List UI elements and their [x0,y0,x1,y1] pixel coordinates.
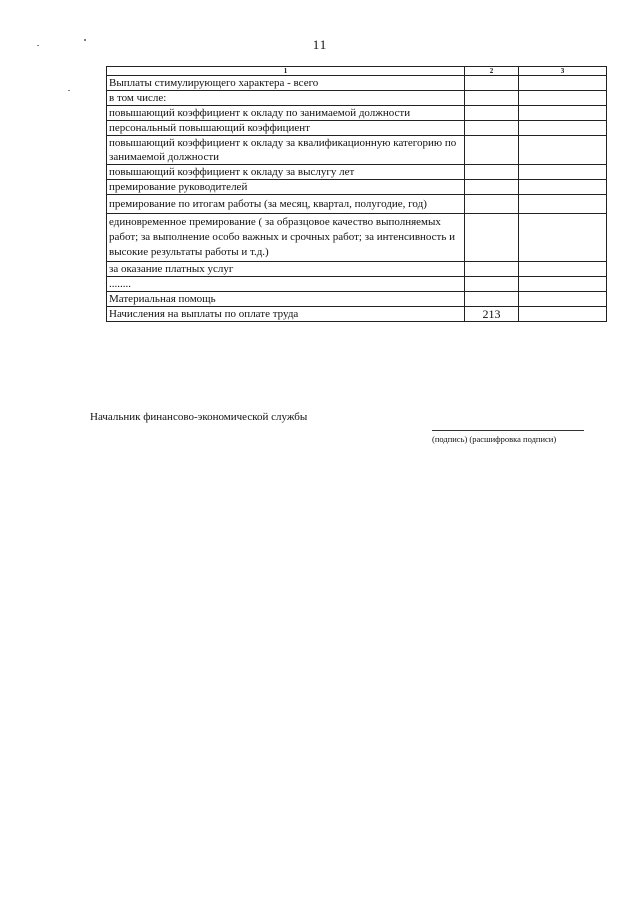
row-value-col2 [465,106,519,121]
payments-table [106,66,607,322]
row-value-col2 [465,214,519,262]
row-value-col3 [519,214,607,262]
row-value-col2 [465,262,519,277]
row-value-col3 [519,136,607,165]
row-value-col2 [465,180,519,195]
table-row [107,214,607,262]
scan-speck [68,90,70,91]
signature-line [432,430,584,431]
signature-caption: (подпись) (расшифровка подписи) [432,434,557,444]
row-value-col2 [465,121,519,136]
row-label: Материальная помощь [107,292,465,307]
row-value-col3 [519,121,607,136]
row-value-col3 [519,165,607,180]
table-row [107,76,607,91]
table-row [107,121,607,136]
row-value-col2 [465,91,519,106]
table-row [107,180,607,195]
column-header: 3 [519,67,607,76]
page-number: 11 [312,37,328,52]
row-label: премирование руководителей [107,180,465,195]
table-row [107,106,607,121]
table-row [107,292,607,307]
row-value-col3 [519,195,607,214]
row-label: Начисления на выплаты по оплате труда [107,307,465,322]
row-label: премирование по итогам работы (за месяц, квартал, полугодие, год) [107,195,465,214]
table-row [107,262,607,277]
table-row [107,136,607,165]
row-value-col3 [519,91,607,106]
row-value-col3 [519,106,607,121]
table-row [107,307,607,322]
row-value-col2: 213 [465,307,519,322]
row-value-col2 [465,165,519,180]
row-value-col3 [519,180,607,195]
row-value-col3 [519,307,607,322]
table-row [107,195,607,214]
row-label: повышающий коэффициент к окладу по занимаемой должности [107,106,465,121]
column-header: 2 [465,67,519,76]
row-value-col2 [465,136,519,165]
scan-speck [84,39,86,41]
row-value-col3 [519,277,607,292]
scan-speck [37,45,39,46]
row-label: за оказание платных услуг [107,262,465,277]
row-label: Выплаты стимулирующего характера - всего [107,76,465,91]
row-label: повышающий коэффициент к окладу за выслугу лет [107,165,465,180]
row-label: в том числе: [107,91,465,106]
row-label: персональный повышающий коэффициент [107,121,465,136]
table-row [107,277,607,292]
row-value-col2 [465,76,519,91]
signatory-position: Начальник финансово-экономической службы [90,411,308,423]
row-value-col2 [465,195,519,214]
table-header-row [107,67,607,76]
column-header: 1 [107,67,465,76]
table-row [107,91,607,106]
row-value-col2 [465,277,519,292]
row-value-col3 [519,76,607,91]
row-value-col2 [465,292,519,307]
row-label: единовременное премирование ( за образцовое качество выполняемых работ; за выполнение особо важных и срочных работ; за интенсивность и высокие результаты работы и т.д.) [107,214,465,262]
table-row [107,165,607,180]
row-label: ........ [107,277,465,292]
row-label: повышающий коэффициент к окладу за квалификационную категорию по занимаемой должности [107,136,465,165]
row-value-col3 [519,262,607,277]
row-value-col3 [519,292,607,307]
